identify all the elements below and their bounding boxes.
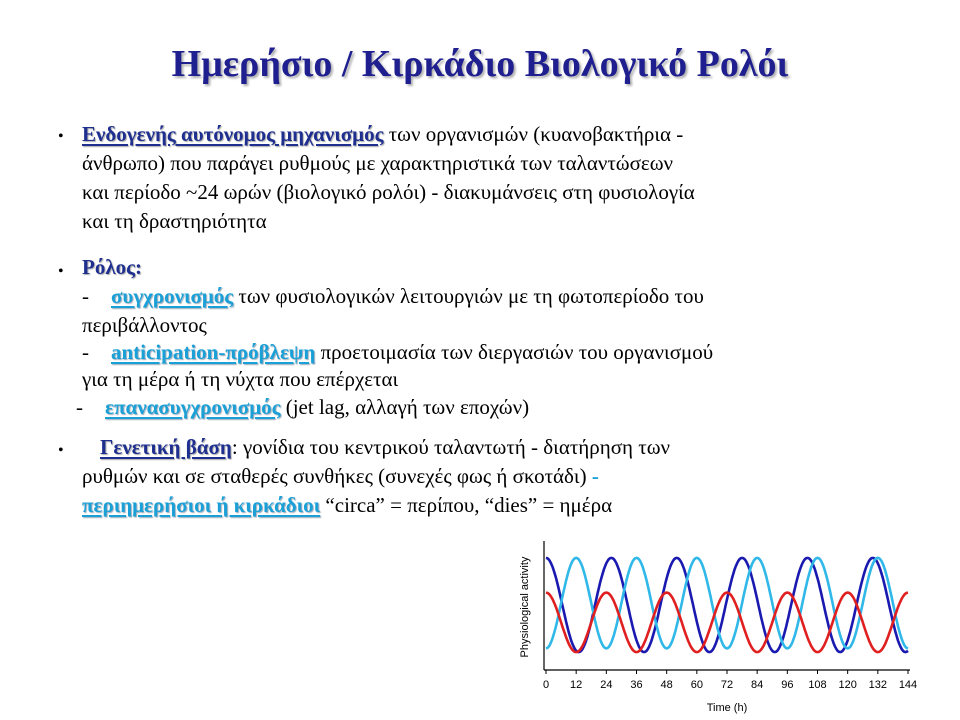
x-tick-label: 132: [868, 679, 888, 691]
bullet3-dash: -: [586, 464, 599, 488]
dash: -: [82, 284, 89, 308]
dash: -: [76, 395, 83, 419]
x-tick-label: 48: [660, 679, 673, 691]
bullet-dot-icon: •: [58, 442, 64, 459]
bullet1-line1: [82, 122, 683, 147]
bullet1-line4: και τη δραστηριότητα: [82, 209, 267, 233]
x-tick-label: 72: [720, 679, 734, 691]
x-tick-label: 96: [781, 679, 794, 691]
x-tick-label: 144: [898, 679, 918, 691]
x-tick-label: 36: [630, 679, 643, 691]
dash: -: [82, 340, 89, 364]
role-item1-line2: περιβάλλοντος: [82, 313, 207, 337]
x-tick-label: 120: [838, 679, 857, 691]
role-item2-text: προετοιμασία των διεργασιών του οργανισμού: [315, 340, 714, 364]
role-heading-line: [82, 255, 142, 280]
sync-term: συγχρονισμός: [111, 284, 234, 308]
x-ticks: [543, 670, 917, 691]
anticipation-term: anticipation-πρόβλεψη: [111, 340, 316, 364]
bullet3-line2-text: ρυθμών και σε σταθερές συνθήκες (συνεχές φως ή σκοτάδι): [82, 464, 587, 488]
bullet3-line1-text: : γονίδια του κεντρικού ταλαντωτή - διατήρηση των: [231, 435, 671, 459]
bullet3-line2: [82, 464, 599, 489]
x-tick-label: 108: [808, 679, 827, 691]
bullet1-line1-text: των οργανισμών (κυανοβακτήρια -: [383, 122, 684, 146]
bullet3-line1: [100, 435, 670, 460]
page-title: Ημερήσιο / Κιρκάδιο Βιολογικό Ρολόι: [171, 43, 789, 85]
x-tick-label: 84: [751, 679, 764, 691]
role-item2: [82, 340, 713, 365]
role-item2-line2: για τη μέρα ή τη νύχτα που επέρχεται: [82, 367, 399, 391]
bullet3-line3: [82, 493, 612, 518]
x-tick-label: 0: [542, 679, 550, 691]
x-tick-label: 24: [600, 679, 613, 691]
x-axis-label: Time (h): [706, 702, 748, 714]
circadian-chart: [500, 535, 930, 717]
role-item3: [76, 395, 529, 420]
role-item1: [82, 284, 704, 309]
role-item1-text: των φυσιολογικών λειτουργιών με τη φωτοπερίοδο του: [233, 284, 704, 308]
role-item3-text: (jet lag, αλλαγή των εποχών): [280, 395, 530, 419]
x-tick-label: 12: [570, 679, 583, 691]
plot-area: [546, 558, 908, 652]
bullet-dot-icon: •: [58, 128, 64, 145]
genetic-term: Γενετική βάση: [100, 435, 232, 459]
resync-term: επανασυγχρονισμός: [105, 395, 281, 419]
circadian-term: περιημερήσιοι ή κιρκάδιοι: [82, 493, 321, 517]
bullet3-line3-text: “circa” = περίπου, “dies” = ημέρα: [320, 493, 613, 517]
x-tick-label: 60: [690, 679, 703, 691]
endogenous-term: Ενδογενής αυτόνομος μηχανισμός: [82, 122, 384, 146]
bullet-dot-icon: •: [58, 263, 64, 280]
role-heading: Ρόλος:: [82, 255, 142, 279]
bullet1-line3: και περίοδο ~24 ωρών (βιολογικό ρολόι) - διακυμάνσεις στη φυσιολογία: [82, 180, 695, 204]
bullet1-line2: άνθρωπο) που παράγει ρυθμούς με χαρακτηριστικά των ταλαντώσεων: [82, 151, 674, 175]
y-axis-label: Physiological activity: [519, 556, 531, 658]
